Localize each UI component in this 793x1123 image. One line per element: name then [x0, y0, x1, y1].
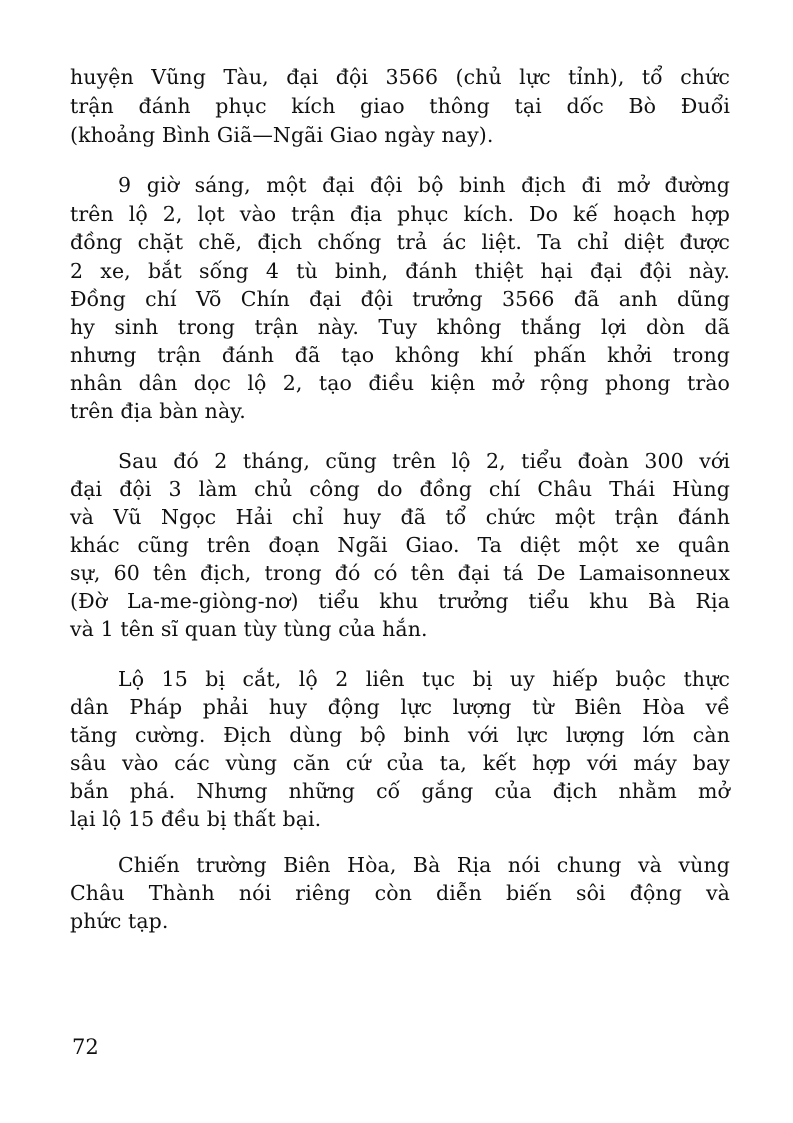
paragraph-3-line-6: (Đờ La-me-giòng-nơ) tiểu khu trưởng tiểu khu Bà Rịa	[70, 589, 730, 613]
paragraph-4-line-5: bắn phá. Nhưng những cố gắng của địch nhằm mở	[70, 779, 730, 803]
paragraph-4-line-2: dân Pháp phải huy động lực lượng từ Biên Hòa về	[70, 695, 730, 719]
paragraph-3-line-3: và Vũ Ngọc Hải chỉ huy đã tổ chức một trận đánh	[70, 505, 730, 529]
paragraph-2-line-3: đồng chặt chẽ, địch chống trả ác liệt. Ta chỉ diệt được	[70, 230, 730, 254]
paragraph-1-line-1: huyện Vũng Tàu, đại đội 3566 (chủ lực tỉnh), tổ chức	[70, 65, 730, 89]
paragraph-5-line-1: Chiến trường Biên Hòa, Bà Rịa nói chung và vùng	[118, 853, 730, 877]
paragraph-2-line-8: nhân dân dọc lộ 2, tạo điều kiện mở rộng phong trào	[70, 371, 730, 395]
paragraph-2-line-9: trên địa bàn này.	[70, 399, 246, 423]
paragraph-5-line-2: Châu Thành nói riêng còn diễn biến sôi động và	[70, 881, 730, 905]
paragraph-3-line-2: đại đội 3 làm chủ công do đồng chí Châu Thái Hùng	[70, 477, 730, 501]
paragraph-3-line-4: khác cũng trên đoạn Ngãi Giao. Ta diệt một xe quân	[70, 533, 730, 557]
paragraph-4-line-6: lại lộ 15 đều bị thất bại.	[70, 807, 322, 831]
paragraph-3-line-1: Sau đó 2 tháng, cũng trên lộ 2, tiểu đoàn 300 với	[118, 449, 730, 473]
paragraph-2-line-6: hy sinh trong trận này. Tuy không thắng lợi dòn dã	[70, 315, 730, 339]
paragraph-4-line-4: sâu vào các vùng căn cứ của ta, kết hợp với máy bay	[70, 751, 730, 775]
paragraph-2-line-2: trên lộ 2, lọt vào trận địa phục kích. Do kế hoạch hợp	[70, 202, 730, 226]
page-number: 72	[72, 1035, 99, 1059]
paragraph-1-line-3: (khoảng Bình Giã—Ngãi Giao ngày nay).	[70, 123, 494, 147]
paragraph-5-line-3: phức tạp.	[70, 909, 169, 933]
paragraph-3-line-7: và 1 tên sĩ quan tùy tùng của hắn.	[70, 617, 428, 641]
paragraph-4-line-3: tăng cường. Địch dùng bộ binh với lực lượng lớn càn	[70, 723, 730, 747]
paragraph-2-line-7: nhưng trận đánh đã tạo không khí phấn khởi trong	[70, 343, 730, 367]
paragraph-2-line-4: 2 xe, bắt sống 4 tù binh, đánh thiệt hại đại đội này.	[70, 259, 730, 283]
paragraph-4-line-1: Lộ 15 bị cắt, lộ 2 liên tục bị uy hiếp buộc thực	[118, 667, 730, 691]
paragraph-2-line-1: 9 giờ sáng, một đại đội bộ binh địch đi mở đường	[118, 173, 730, 197]
paragraph-2-line-5: Đồng chí Võ Chín đại đội trưởng 3566 đã anh dũng	[70, 287, 730, 311]
paragraph-3-line-5: sự, 60 tên địch, trong đó có tên đại tá De Lamaisonneux	[70, 561, 730, 585]
paragraph-1-line-2: trận đánh phục kích giao thông tại dốc Bò Đuổi	[70, 94, 730, 118]
